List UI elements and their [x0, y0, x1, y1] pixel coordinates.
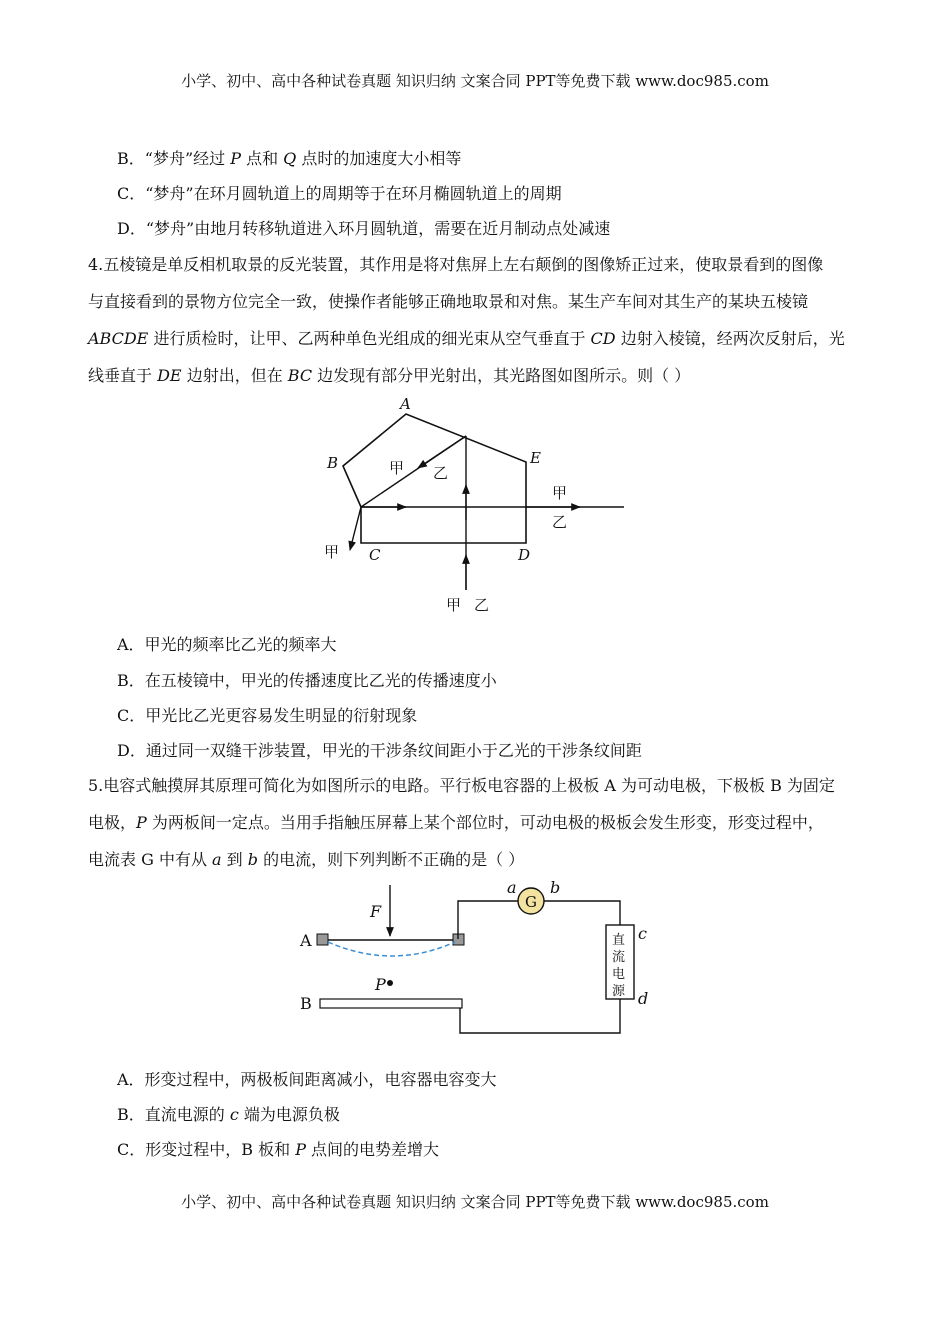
page-header: 小学、初中、高中各种试卷真题 知识归纳 文案合同 PPT等免费下载 www.doc985.com — [181, 72, 769, 90]
q4-option-b: B．在五棱镜中，甲光的传播速度比乙光的传播速度小 — [117, 671, 497, 690]
label-jia-escape: 甲 — [324, 543, 340, 561]
q4-stem-line-2: 与直接看到的景物方位完全一致，使操作者能够正确地取景和对焦。某生产车间对其生产的某块五棱镜 — [88, 292, 809, 311]
q5-stem-line-3: 电流表 G 中有从 a 到 b 的电流，则下列判断不正确的是（ ） — [88, 850, 525, 869]
label-plate-B: B — [300, 994, 312, 1013]
q4-option-d: D．通过同一双缝干涉装置，甲光的干涉条纹间距小于乙光的干涉条纹间距 — [117, 741, 642, 760]
q5-stem-line-1: 5.电容式触摸屏其原理可简化为如图所示的电路。平行板电容器的上极板 A 为可动电极，下极板 B 为固定 — [88, 776, 835, 795]
label-d: d — [638, 989, 649, 1008]
deformed-plate-curve — [328, 942, 455, 956]
label-jia-inside: 甲 — [389, 459, 405, 477]
source-char-4: 源 — [612, 984, 626, 999]
label-jia-incident: 甲 — [446, 596, 462, 614]
label-yi-incident: 乙 — [474, 596, 490, 614]
wire-bottom — [460, 999, 620, 1033]
q5-stem-line-2: 电极，P 为两板间一定点。当用手指触压屏幕上某个部位时，可动电极的极板会发生形变，形变过程中， — [88, 813, 824, 832]
q5-option-c: C．形变过程中，B 板和 P 点间的电势差增大 — [117, 1140, 440, 1159]
q4-option-a: A．甲光的频率比乙光的频率大 — [117, 635, 337, 654]
plate-A-left-support — [317, 934, 328, 945]
pentaprism-figure — [310, 390, 640, 620]
label-P: P — [375, 975, 386, 994]
plate-B — [320, 999, 462, 1008]
label-a: a — [507, 878, 517, 897]
label-G: G — [525, 893, 537, 911]
q4-stem-line-3: ABCDE 进行质检时，让甲、乙两种单色光组成的细光束从空气垂直于 CD 边射入棱镜，经两次反射后，光 — [88, 329, 845, 348]
q4-stem-line-1: 4.五棱镜是单反相机取景的反光装置，其作用是将对焦屏上左右颠倒的图像矫正过来，使取景看到的图像 — [88, 255, 824, 274]
label-yi-exit: 乙 — [552, 513, 568, 531]
q5-option-a: A．形变过程中，两极板间距离减小，电容器电容变大 — [117, 1070, 497, 1089]
label-jia-exit: 甲 — [552, 484, 568, 502]
label-plate-A: A — [300, 931, 312, 950]
escaping-jia-ray — [350, 507, 361, 550]
label-b: b — [550, 878, 561, 897]
label-D: D — [518, 546, 531, 564]
q4-stem-line-4: 线垂直于 DE 边射出，但在 BC 边发现有部分甲光射出，其光路图如图所示。则（ ） — [88, 366, 691, 385]
label-F: F — [370, 902, 382, 921]
wire-top — [458, 901, 518, 939]
q4-option-c: C．甲光比乙光更容易发生明显的衍射现象 — [117, 706, 418, 725]
page-footer: 小学、初中、高中各种试卷真题 知识归纳 文案合同 PPT等免费下载 www.doc985.com — [181, 1193, 769, 1211]
q3-option-c: C．“梦舟”在环月圆轨道上的周期等于在环月椭圆轨道上的周期 — [117, 184, 562, 203]
label-c: c — [638, 924, 647, 943]
wire-top-right — [544, 901, 620, 925]
label-C: C — [369, 546, 381, 564]
point-P — [387, 980, 393, 986]
label-A: A — [400, 395, 411, 413]
q3-option-d: D．“梦舟”由地月转移轨道进入环月圆轨道，需要在近月制动点处减速 — [117, 219, 611, 238]
source-char-3: 电 — [612, 967, 626, 982]
source-char-2: 流 — [612, 950, 626, 965]
label-E: E — [530, 449, 541, 467]
capacitor-circuit-figure — [295, 872, 655, 1042]
q5-option-b: B．直流电源的 c 端为电源负极 — [117, 1105, 340, 1124]
label-B: B — [327, 454, 339, 472]
q3-option-b: B．“梦舟”经过 P 点和 Q 点时的加速度大小相等 — [117, 149, 462, 168]
label-yi-inside: 乙 — [433, 464, 449, 482]
source-char-1: 直 — [612, 933, 626, 948]
